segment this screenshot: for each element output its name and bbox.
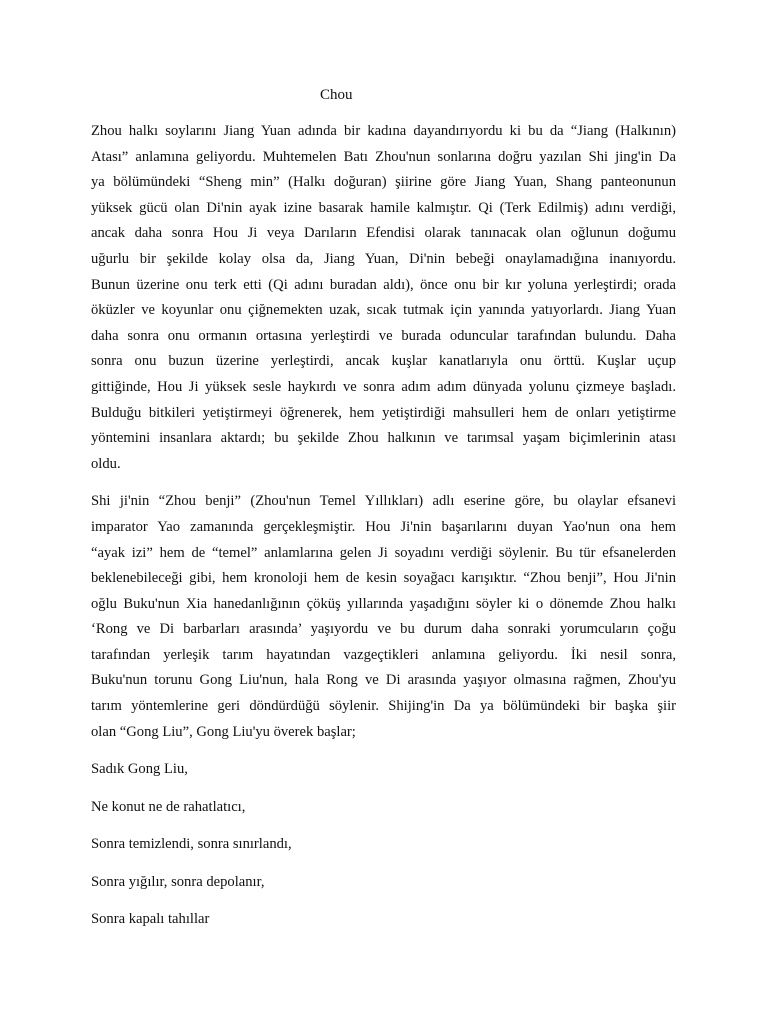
paragraph-line: Atası” anlamına geliyordu. Muhtemelen Batı Zhou'nun sonlarına doğru yazılan Shi jing'in Da: [91, 148, 676, 165]
verse-line: Sonra temizlendi, sonra sınırlandı,: [91, 836, 292, 853]
paragraph-line: tarım yöntemlerine geri döndürdüğü söylenir. Shijing'in Da ya bölümündeki bir başka şiir: [91, 698, 676, 715]
paragraph-line: oğlu Buku'nun Xia hanedanlığının çöküş yıllarında yaşadığını söyler ki o dönemde Zhou halkı: [91, 595, 676, 612]
paragraph-line: imparator Yao zamanında gerçekleşmiştir. Hou Ji'nin başarılarını duyan Yao'nun ona hem: [91, 518, 676, 535]
paragraph-line: Zhou halkı soylarını Jiang Yuan adında bir kadına dayandırıyordu ki bu da “Jiang (Halkının): [91, 123, 676, 139]
paragraph-line: Bunun üzerine onu terk etti (Qi adını buradan aldı), önce onu bir kır yoluna yerleştirdi; orada: [91, 276, 676, 293]
paragraph: [91, 489, 676, 745]
paragraph-line: Shi ji'nin “Zhou benji” (Zhou'nun Temel Yıllıkları) adlı eserine göre, bu olaylar efsanevi: [91, 493, 676, 510]
paragraph-line: tarafından yerleşik tarım hayatından vazgeçtikleri anlamına geliyordu. İki nesil sonra,: [91, 646, 676, 663]
paragraph-line: ya bölümündeki “Sheng min” (Halkı doğuran) şiirine göre Jiang Yuan, Shang panteonunun: [91, 174, 676, 191]
document-body: [91, 119, 676, 945]
verse-line: Sadık Gong Liu,: [91, 761, 188, 778]
paragraph-line: yöntemini insanlara aktardı; bu şekilde Zhou halkının ve tarımsal yaşam biçimlerinin atası: [91, 430, 676, 447]
paragraph: [91, 119, 676, 477]
verse-line: Sonra kapalı tahıllar: [91, 911, 210, 928]
verse-block: [91, 757, 676, 945]
paragraph-line: “ayak izi” hem de “temel” anlamlarına gelen Ji soyadını verdiği söylenir. Bu tür efsanelerden: [91, 544, 676, 561]
paragraph-line: oldu.: [91, 455, 121, 472]
paragraph-line: ‘Rong ve Di barbarları arasında’ yaşıyordu ve bu durum daha sonraki yorumcuların çoğu: [91, 621, 676, 638]
verse-line: Ne konut ne de rahatlatıcı,: [91, 798, 246, 815]
document-title: Chou: [320, 87, 353, 103]
paragraph-line: uğurlu bir şekilde kolay olsa da, Jiang Yuan, Di'nin bebeği onaylamadığına inanıyordu.: [91, 250, 676, 267]
paragraph-line: daha sonra onu ormanın ortasına yerleştirdi ve burada oduncular tarafından bulundu. Daha: [91, 327, 676, 344]
paragraph-line: öküzler ve koyunlar onu çiğnemekten uzak, sıcak tutmak için yanında yatıyorlardı. Jiang Yuan: [91, 302, 676, 319]
paragraph-line: beklenebileceği gibi, hem kronoloji hem de kesin soyağacı karışıktır. “Zhou benji”, Hou Ji'nin: [91, 570, 676, 587]
paragraph-line: Bulduğu bitkileri yetiştirmeyi öğrenerek, hem yetiştirdiği mahsulleri hem de onları yetiştirme: [91, 404, 676, 421]
paragraph-line: Buku'nun torunu Gong Liu'nun, hala Rong ve Di arasında yaşıyor olmasına rağmen, Zhou'yu: [91, 672, 676, 689]
paragraph-line: olan “Gong Liu”, Gong Liu'yu överek başlar;: [91, 723, 356, 740]
verse-line: Sonra yığılır, sonra depolanır,: [91, 873, 265, 890]
paragraph-line: yüksek gücü olan Di'nin ayak izine basarak hamile kalmıştır. Qi (Terk Edilmiş) adını verdiği,: [91, 199, 676, 216]
paragraph-line: ancak daha sonra Hou Ji veya Darıların Efendisi olarak tanınacak olan oğlunun doğumu: [91, 225, 676, 242]
paragraph-line: gittiğinde, Hou Ji yüksek sesle haykırdı ve sonra adım adım dünyada yolunu çizmeye başladı.: [91, 378, 676, 395]
paragraph-line: sonra onu buzun üzerine yerleştirdi, ancak kuşlar kanatlarıyla onu örttü. Kuşlar uçup: [91, 353, 676, 370]
